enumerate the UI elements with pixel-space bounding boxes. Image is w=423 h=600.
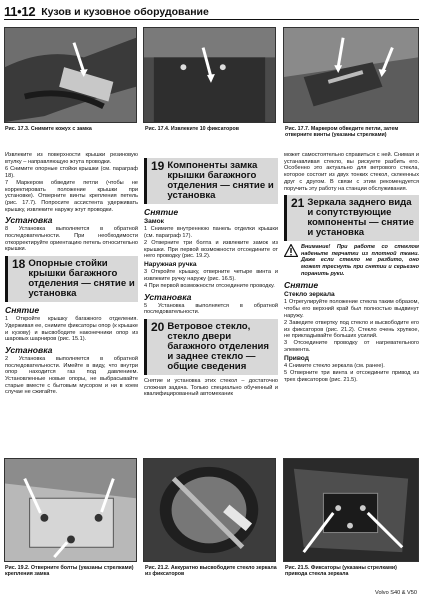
chapter-title: Кузов и кузовное оборудование [41,6,209,18]
photo-mirror-glass [143,458,276,562]
paragraph: 3 Отсоедините проводку от нагревательного элемента. [284,340,419,354]
subheading-drive: Привод [284,354,309,362]
subheading-remove: Снятие [284,280,319,291]
subheading-remove: Снятие [144,207,179,217]
caption-fig-17-3: Рис. 17.3. Снимите кожух с замка [5,126,92,132]
warning-text: Внимание! При работе со стеклом наденьте перчатки из плотной ткани. Даже если стекло не разбито, оно может треснуть при снятии и серьезно поранить руки. [301,244,419,277]
section-number: 19 [151,159,165,173]
page-header [4,4,419,20]
section-18-heading [5,256,138,302]
photo-lock-cover [4,27,137,123]
paragraph: 5 Установка выполняется в обратной последовательности. [144,302,278,316]
paragraph: 1 Откройте крышку багажного отделения. Удерживая ее, снимите фиксаторы опор (к крышке и кузову) и высвободите наконечники опор из шаровых шарниров (рис. 15.1). [5,316,138,343]
subheading-install: Установка [5,215,53,226]
photo-hinges [283,27,419,123]
caption-fig-17-7: Рис. 17.7. Маркером обведите петли, затем отверните винты (указаны стрелками) [285,126,399,139]
section-title: Опорные стойки крышки багажного отделения — снятие и установка [28,258,135,300]
section-number: 20 [151,320,165,335]
caption-fig-19-2: Рис. 19.2. Отверните болты (указаны стрелками) крепления замка [5,565,134,578]
section-19-heading [144,158,278,204]
subheading-outer-handle: Наружная ручка [144,261,197,269]
paragraph: 2 Заведите отвертку под стекло и высвободите его из фиксаторов (рис. 21.2). Стекло очень хрупкое, не прикладывайте больших усилий. [284,319,419,340]
paragraph: Извлеките из поверхности крышки резиновую втулку – направляющую жгута проводки. [5,152,138,165]
section-21-heading [284,195,419,241]
paragraph: 5 Отверните три винта и отсоедините привод из трех фиксаторов (рис. 21.5). [284,370,419,383]
warning-box [284,244,419,277]
section-number: 21 [291,196,305,211]
text-column-2 [144,152,278,399]
section-title: Зеркала заднего вида и сопутствующие компоненты — снятие и установка [307,197,414,239]
paragraph: 6 Снимите опорные стойки крышки (см. параграф 18). [5,165,138,179]
subheading-install: Установка [144,291,192,302]
subheading-mirror-glass: Стекло зеркала [284,291,335,299]
footer-model: Volvo S40 & V50 [375,590,417,596]
subheading-install: Установка [5,344,53,355]
warning-triangle-icon [284,244,298,277]
paragraph: 2 Отверните три болта и извлеките замок из крышки. При первой возможности отсоедините от него проводку (рис. 19.2). [144,239,278,260]
paragraph: 7 Маркером обведите петли (чтобы не корректировать положение крышки при установке). Отверните винты крепления петель (рис. 17.7). Попросите ассистента удерживать крышку, извлеките наружу жгут проводки. [5,179,138,213]
paragraph: Снятие и установка этих стекол – достаточно сложная задача. Только специально обученный и квалифицированный автомеханик [144,378,278,398]
section-title: Ветровое стекло, стекло двери багажного отделения и заднее стекло — общие сведения [167,321,270,373]
paragraph: 1 Снимите внутреннюю панель отделки крышки (см. параграф 17). [144,226,278,239]
paragraph: 2 Установка выполняется в обратной последовательности. Имейте в виду, что внутри опор находится газ под давлением. Установленные новые опоры, не выбрасывайте старые вместе с бытовым мусором и ни в коем случае не сжигайте. [5,355,138,396]
section-title: Компоненты замка крышки багажного отделения — снятие и установка [167,160,274,201]
paragraph: может самостоятельно справиться с ней. Снимая и устанавливая стекло, вы рискуете разбить его. Особенно это актуально для ветрового стекла, которое состоит из двух тонких стекол, склеенных друг с другом. В связи с этим рекомендуется поручить эту работу на станции обслуживания. [284,152,419,192]
caption-fig-21-5: Рис. 21.5. Фиксаторы (указаны стрелками) привода стекла зеркала [285,565,397,578]
page-number: 11•12 [4,4,36,19]
text-column-3 [284,152,419,384]
paragraph: 1 Отрегулируйте положение стекла таким образом, чтобы его верхний край был полностью выдвинут наружу. [284,299,419,319]
paragraph: 4 Снимите стекло зеркала (см. ранее). [284,362,385,369]
subheading-lock: Замок [144,218,164,225]
section-number: 18 [12,257,26,272]
text-column-1 [5,152,138,397]
paragraph: 4 При первой возможности отсоедините проводку. [144,282,275,289]
section-20-heading [144,319,278,375]
caption-fig-21-2: Рис. 21.2. Аккуратно высвободите стекло зеркала из фиксаторов [145,565,277,578]
photo-mirror-drive [283,458,419,562]
caption-fig-17-4: Рис. 17.4. Извлеките 10 фиксаторов [145,126,239,132]
paragraph: 3 Откройте крышку, отверните четыре винта и извлеките ручку наружу (рис. 16.5). [144,269,278,282]
paragraph: 8 Установка выполняется в обратной последовательности. При необходимости откорректируйте ориентацию петель относительно крышки. [5,226,138,253]
subheading-remove: Снятие [5,305,40,316]
photo-fasteners [143,27,276,123]
photo-lock-bolts [4,458,137,562]
